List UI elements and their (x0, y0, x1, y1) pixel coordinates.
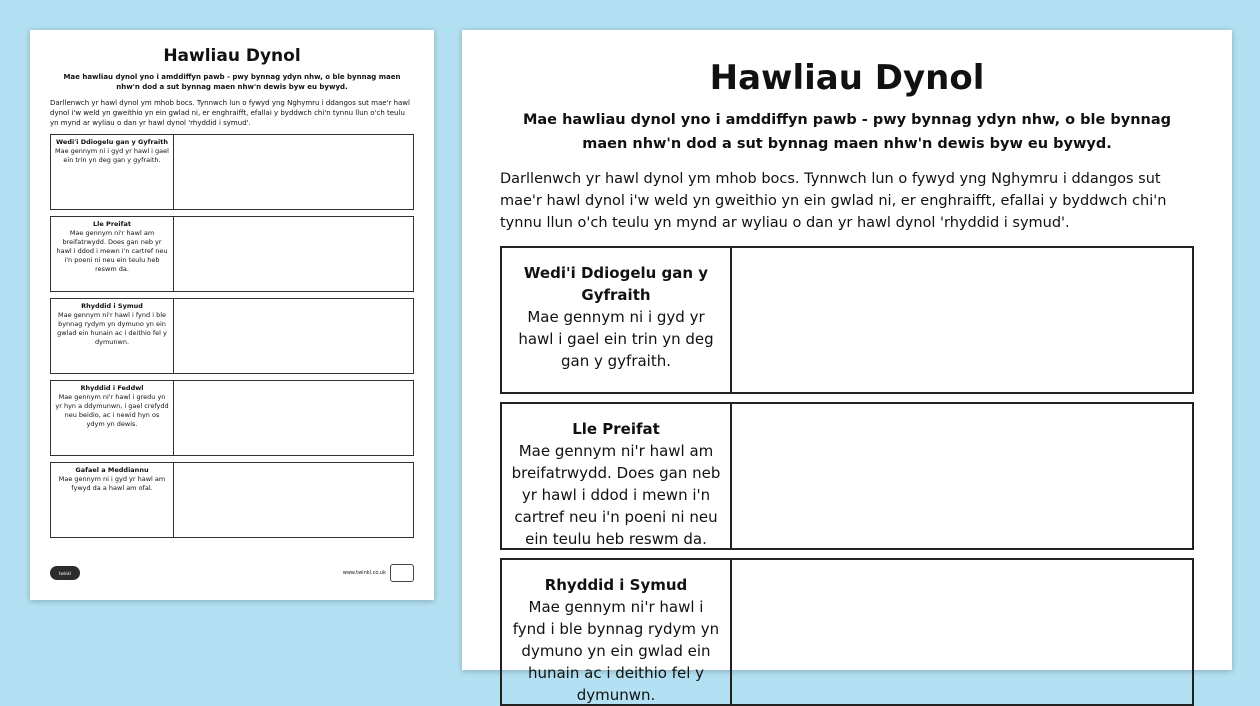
right-heading: Rhyddid i Feddwl (80, 384, 144, 392)
page-enlarged (462, 30, 1232, 704)
right-heading: Rhyddid i Symud (544, 576, 688, 594)
right-text: Mae gennym ni i gyd yr hawl i gael ein trin yn deg gan y gyfraith. (55, 147, 169, 164)
drawing-box (174, 217, 413, 291)
right-description (51, 463, 174, 537)
badge-icon (390, 564, 414, 582)
intro-text: Mae hawliau dynol yno i amddiffyn pawb - pwy bynnag ydyn nhw, o ble bynnag maen nhw'n dod a sut bynnag maen nhw'n dewis byw eu bywyd. (63, 73, 401, 91)
right-description (502, 248, 732, 392)
right-text: Mae gennym ni'r hawl i fynd i ble bynnag rydym yn dymuno yn ein gwlad ein hunain ac i deithio fel y dymunwn. (57, 311, 167, 346)
instructions-text: Darllenwch yr hawl dynol ym mhob bocs. Tynnwch lun o fywyd yng Nghymru i ddangos sut mae'r hawl dynol i'w weld yn gweithio yn ein gwlad ni, er enghraifft, efallai y byddwch chi'n tynnu llun o'ch teulu yn mynd ar wyliau o dan yr hawl dynol 'rhyddid i symud'. (500, 171, 1167, 231)
drawing-box (732, 248, 1192, 392)
right-heading: Wedi'i Ddiogelu gan y Gyfraith (523, 264, 709, 304)
right-text: Mae gennym ni i gyd yr hawl i gael ein trin yn deg gan y gyfraith. (518, 308, 714, 370)
right-row (500, 558, 1194, 706)
brand-logo: twinkl (50, 566, 80, 580)
drawing-box (174, 135, 413, 209)
page-footer (50, 564, 414, 582)
right-row (500, 402, 1194, 550)
page-thumbnail (30, 30, 434, 600)
right-text: Mae gennym ni'r hawl am breifatrwydd. Does gan neb yr hawl i ddod i mewn i'n cartref neu i'n poeni ni neu ein teulu heb reswm da. (56, 229, 168, 273)
right-description (51, 381, 174, 455)
right-description (51, 135, 174, 209)
footer-site: www.twinkl.co.uk (342, 570, 386, 576)
right-heading: Lle Preifat (93, 220, 131, 228)
right-text: Mae gennym ni'r hawl i fynd i ble bynnag rydym yn dymuno yn ein gwlad ein hunain ac i deithio fel y dymunwn. (512, 598, 720, 704)
page-title: Hawliau Dynol (709, 58, 985, 98)
drawing-box (732, 404, 1192, 548)
right-description (51, 217, 174, 291)
right-heading: Wedi'i Ddiogelu gan y Gyfraith (55, 138, 168, 146)
right-row (50, 298, 414, 374)
right-heading: Lle Preifat (572, 420, 660, 438)
right-row (50, 462, 414, 538)
drawing-box (174, 463, 413, 537)
right-row (50, 134, 414, 210)
right-row (50, 216, 414, 292)
right-description (502, 404, 732, 548)
drawing-box (174, 381, 413, 455)
intro-text: Mae hawliau dynol yno i amddiffyn pawb - pwy bynnag ydyn nhw, o ble bynnag maen nhw'n dod a sut bynnag maen nhw'n dewis byw eu bywyd. (522, 112, 1172, 152)
right-description (502, 560, 732, 704)
right-text: Mae gennym ni'r hawl i gredu yn yr hyn a ddymunwn, i gael crefydd neu beidio, ac i newid hyn os ydym yn dewis. (55, 393, 169, 428)
right-description (51, 299, 174, 373)
right-heading: Gafael a Meddiannu (75, 466, 149, 474)
page-title: Hawliau Dynol (163, 46, 301, 66)
drawing-box (732, 560, 1192, 704)
drawing-box (174, 299, 413, 373)
instructions-text: Darllenwch yr hawl dynol ym mhob bocs. Tynnwch lun o fywyd yng Nghymru i ddangos sut mae'r hawl dynol i'w weld yn gweithio yn ein gwlad ni, er enghraifft, efallai y byddwch chi'n tynnu llun o'ch teulu yn mynd ar wyliau o dan yr hawl dynol 'rhyddid i symud'. (50, 99, 410, 127)
right-row (500, 246, 1194, 394)
right-row (50, 380, 414, 456)
right-text: Mae gennym ni'r hawl am breifatrwydd. Does gan neb yr hawl i ddod i mewn i'n cartref neu i'n poeni ni neu ein teulu heb reswm da. (511, 442, 721, 548)
right-text: Mae gennym ni i gyd yr hawl am fywyd da a hawl am ofal. (58, 475, 166, 492)
right-heading: Rhyddid i Symud (81, 302, 143, 310)
footer-right (343, 564, 414, 582)
